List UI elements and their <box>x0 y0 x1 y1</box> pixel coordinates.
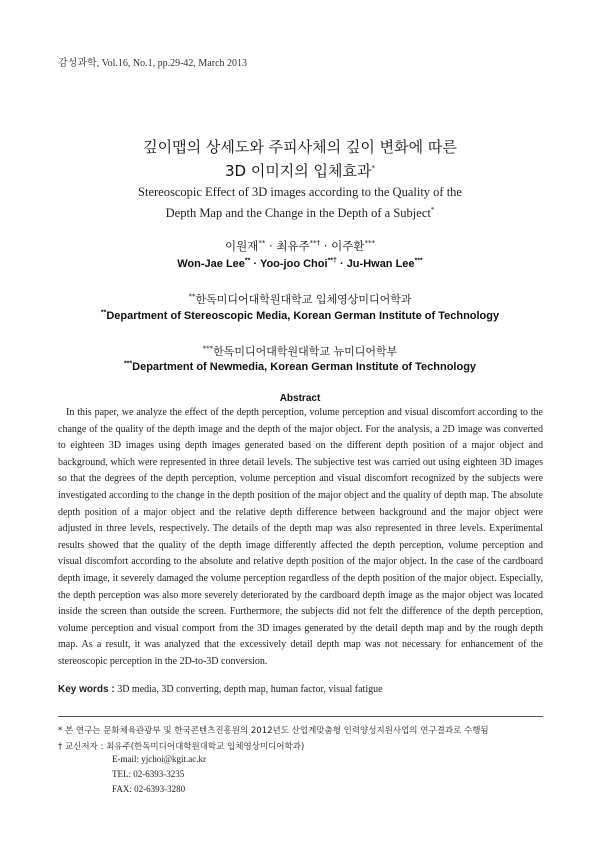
affiliation-mark: *** <box>123 360 133 368</box>
title-korean-footnote-mark: * <box>371 164 376 172</box>
author-mark: *** <box>364 239 375 248</box>
affiliation-mark: ** <box>100 309 107 317</box>
authors-english <box>0 258 600 270</box>
author-name: 이주환 <box>331 239 365 253</box>
contact-fax: FAX: 02-6393-3280 <box>112 784 186 794</box>
title-english-line-2 <box>0 203 600 224</box>
keywords <box>58 684 383 695</box>
affiliation-text: 한독미디어대학원대학교 입체영상미디어학과 <box>195 293 412 306</box>
authors-korean <box>0 238 600 254</box>
author-mark: ** <box>258 239 266 248</box>
affiliation-text: 한독미디어대학원대학교 뉴미디어학부 <box>213 345 398 358</box>
keywords-label: Key words : <box>58 684 115 695</box>
abstract-body: In this paper, we analyze the effect of the depth perception, volume perception and visual discomfort according to the change of the quality of the depth image and the depth of the major object. For the analysis, a 2D image was converted to eighteen 3D images using depth images generated based on the different depth position of a major object and background, which were represented in three detail levels. The subjective test was carried out using eighteen 3D images so that the degrees of the depth perception, volume perception and visual discomfort recognized by the subjects were investigated according to the change in the depth position of the major object and the quality of depth map. The absolute depth position of a major object and the relative depth difference between background and the major object were adjusted in three levels, respectively. The details of the depth map was also represented in three levels. Experimental results showed that the quality of the depth image differently affected the depth perception, volume perception and visual discomfort according to the absolute and relative depth position of the major object. In the case of the cardboard depth image, it severely damaged the volume perception regardless of the depth position of the major object. Especially, the depth perception was also more severely deteriorated by the cardboard depth image as the major object was located inside the screen than outside the screen. Furthermore, the subjects did not felt the difference of the depth perception, volume perception and visual comport from the 3D images generated by the detail depth map and by the rough depth map. As a result, it was analyzed that the excessively detail depth map was not necessary for enhancement of the stereoscopic perception in the 2D-to-3D conversion. <box>58 407 543 667</box>
author-separator: · <box>250 258 260 270</box>
author-name: Ju-Hwan Lee <box>346 258 415 270</box>
author-mark: **† <box>309 239 321 248</box>
author-name: 최유주 <box>276 239 310 253</box>
title-english-line-2-text: Depth Map and the Change in the Depth of a Subject <box>165 206 431 220</box>
footnote-text: 본 연구는 문화체육관광부 및 한국콘텐츠진흥원의 2012년도 산업계맞춤형 인력양성지원사업의 연구결과로 수행됨 <box>64 726 489 736</box>
author-separator: · <box>320 239 332 253</box>
author-mark: **† <box>327 257 337 265</box>
footnote-text: 교신저자 : 최유주(한독미디어대학원대학교 입체영상미디어학과) <box>64 742 305 752</box>
author-separator: · <box>336 258 347 270</box>
footnote-funding <box>58 724 489 736</box>
affiliation-2-korean <box>0 343 600 359</box>
author-separator: · <box>265 239 277 253</box>
affiliation-text: Department of Newmedia, Korean German Institute of Technology <box>132 361 477 373</box>
affiliation-1-korean <box>0 291 600 307</box>
journal-header: 감성과학, Vol.16, No.1, pp.29-42, March 2013 <box>58 58 248 69</box>
author-mark: ** <box>244 257 251 265</box>
title-english-line-1: Stereoscopic Effect of 3D images according to the Quality of the <box>138 185 462 199</box>
title-korean-line-2 <box>0 160 600 181</box>
author-mark: *** <box>414 257 423 265</box>
author-name: 이원재 <box>225 239 259 253</box>
footnote-corresponding <box>58 740 304 752</box>
footnote-mark: † <box>58 742 63 752</box>
affiliation-text: Department of Stereoscopic Media, Korean German Institute of Technology <box>106 310 500 322</box>
title-korean-line-2-text: 3D 이미지의 입체효과 <box>224 162 372 180</box>
author-name: Won-Jae Lee <box>177 258 245 270</box>
footnote-mark: * <box>58 726 63 736</box>
affiliation-mark: *** <box>202 344 214 353</box>
author-name: Yoo-joo Choi <box>259 258 328 270</box>
title-korean-line-1: 깊이맵의 상세도와 주피사체의 깊이 변화에 따른 <box>143 138 457 156</box>
affiliation-1-english <box>0 310 600 322</box>
footnote-divider <box>58 716 543 717</box>
affiliation-2-english <box>0 361 600 373</box>
affiliation-mark: ** <box>188 292 196 301</box>
contact-email: E-mail: yjchoi@kgit.ac.kr <box>112 754 207 764</box>
contact-tel: TEL: 02-6393-3235 <box>112 769 185 779</box>
title-english-footnote-mark: * <box>430 205 435 214</box>
keywords-text: 3D media, 3D converting, depth map, human factor, visual fatigue <box>117 684 383 695</box>
abstract-heading: Abstract <box>279 393 321 404</box>
